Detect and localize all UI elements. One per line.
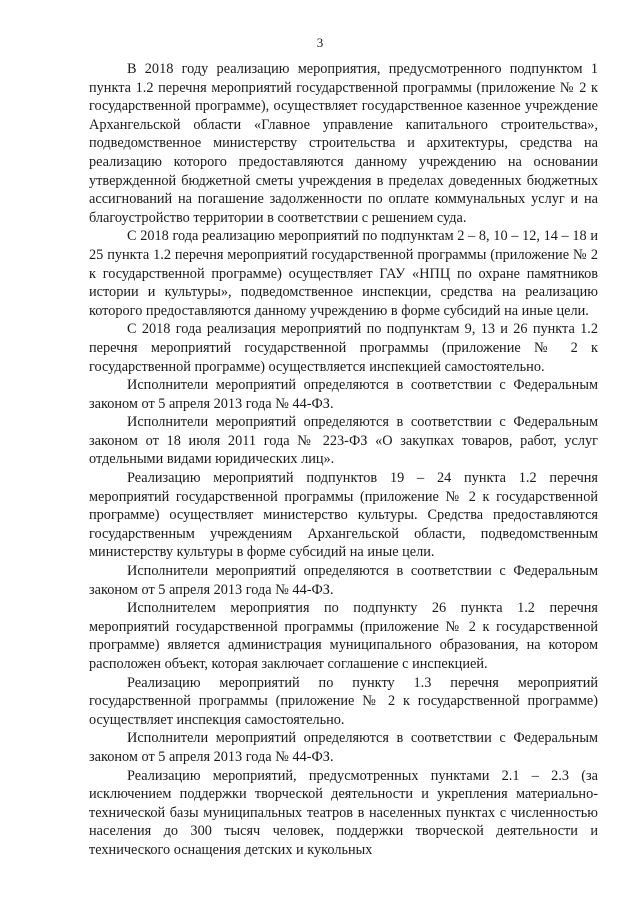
paragraph-8: Исполнителем мероприятия по подпункту 26 пункта 1.2 перечня мероприятий государственной программы (приложение № 2 к государственной программе) является администрация муниципального образования, на котором расположен объект, которая заключает соглашение с инспекцией.	[89, 600, 598, 672]
paragraph-7: Исполнители мероприятий определяются в соответствии с Федеральным законом от 5 апреля 2013 года № 44-ФЗ.	[89, 563, 598, 598]
body-text	[89, 60, 598, 860]
paragraph-10: Исполнители мероприятий определяются в соответствии с Федеральным законом от 5 апреля 2013 года № 44-ФЗ.	[89, 730, 598, 765]
page-number: 3	[316, 35, 324, 50]
paragraph-5: Исполнители мероприятий определяются в соответствии с Федеральным законом от 18 июля 2011 года № 223-ФЗ «О закупках товаров, работ, услуг отдельными видами юридических лиц».	[89, 414, 598, 468]
paragraph-2: С 2018 года реализацию мероприятий по подпунктам 2 – 8, 10 – 12, 14 – 18 и 25 пункта 1.2 перечня мероприятий государственной программы (приложение № 2 к государственной программе) осуществляет ГАУ «НПЦ по охране памятников истории и культуры», подведомственное инспекции, средства на реализацию которого предоставляются данному учреждению в форме субсидий на иные цели.	[89, 228, 598, 319]
paragraph-9: Реализацию мероприятий по пункту 1.3 перечня мероприятий государственной программы (приложение № 2 к государственной программе) осуществляет инспекция самостоятельно.	[89, 674, 598, 728]
paragraph-3: С 2018 года реализация мероприятий по подпунктам 9, 13 и 26 пункта 1.2 перечня мероприятий государственной программы (приложение № 2 к государственной программе) осуществляется инспекцией самостоятельно.	[89, 321, 598, 375]
paragraph-11: Реализацию мероприятий, предусмотренных пунктами 2.1 – 2.3 (за исключением поддержки творческой деятельности и укрепления материально-технической базы муниципальных театров в населенных пунктах с численностью населения до 300 тысяч человек, поддержки творческой деятельности и технического оснащения детских и кукольных	[89, 767, 598, 858]
paragraph-6: Реализацию мероприятий подпунктов 19 – 24 пункта 1.2 перечня мероприятий государственной программы (приложение № 2 к государственной программе) осуществляет министерство культуры. Средства предоставляются государственным учреждениям Архангельской области, подведомственным министерству культуры в форме субсидий на иные цели.	[89, 470, 598, 561]
paragraph-1: В 2018 году реализацию мероприятия, предусмотренного подпунктом 1 пункта 1.2 перечня мероприятий государственной программы (приложение № 2 к государственной программе), осуществляет государственное казенное учреждение Архангельской области «Главное управление капитального строительства», подведомственное министерству строительства и архитектуры, средства на реализацию которого предоставляются данному учреждению на основании утвержденной бюджетной сметы учреждения в пределах доведенных бюджетных ассигнований на погашение задолженности по оплате коммунальных услуг и на благоустройство территории в соответствии с решением суда.	[89, 61, 598, 226]
paragraph-4: Исполнители мероприятий определяются в соответствии с Федеральным законом от 5 апреля 2013 года № 44-ФЗ.	[89, 377, 598, 412]
